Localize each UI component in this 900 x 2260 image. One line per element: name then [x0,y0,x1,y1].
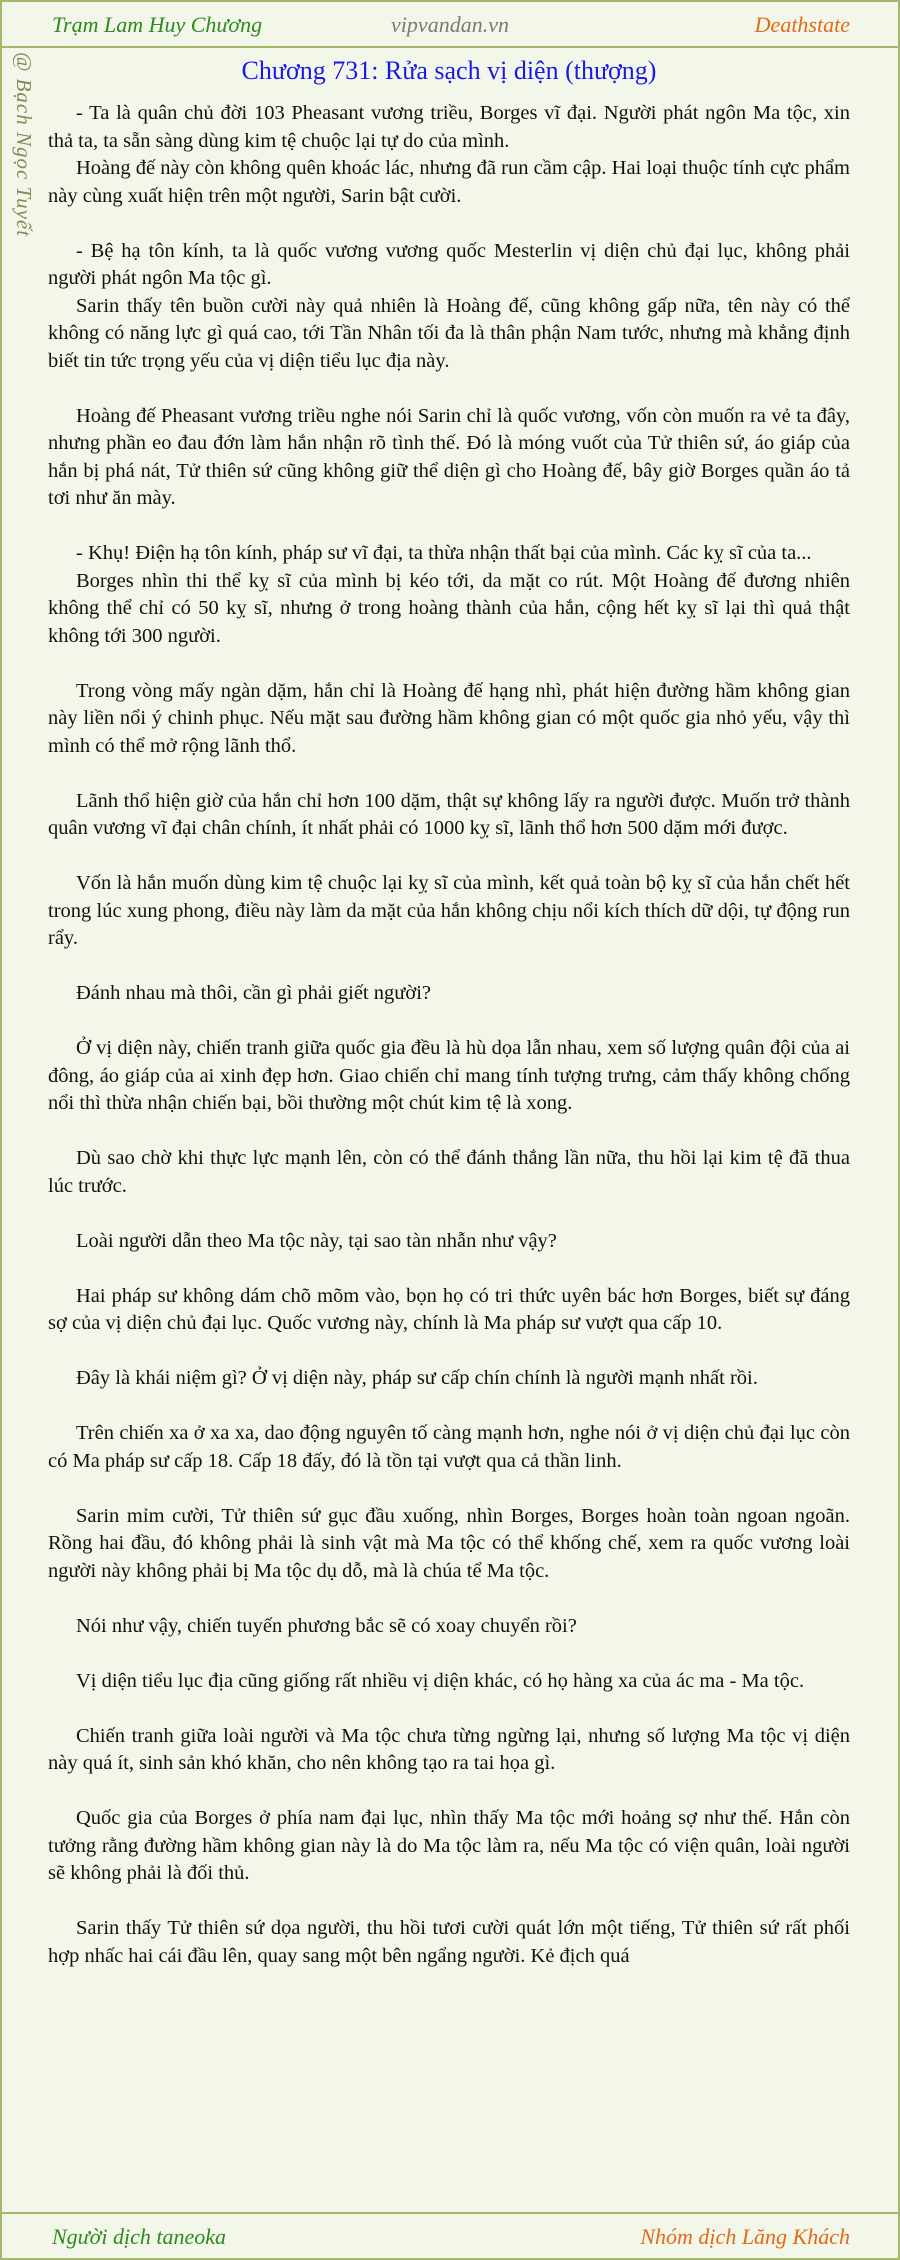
paragraph: Quốc gia của Borges ở phía nam đại lục, nhìn thấy Ma tộc mới hoảng sợ như thế. Hắn còn tưởng rằng đường hầm không gian này là do Ma tộc làm ra, nếu Ma tộc có viện quân, loài người sẽ không phải là đối thủ. [48,1807,850,1884]
header-website: vipvandan.vn [391,12,509,37]
header-site-name: Trạm Lam Huy Chương [52,12,263,37]
paragraph: - Bệ hạ tôn kính, ta là quốc vương vương quốc Mesterlin vị diện chủ đại lục, không phải người phát ngôn Ma tộc gì. [48,239,850,289]
paragraph: Trong vòng mấy ngàn dặm, hắn chỉ là Hoàng đế hạng nhì, phát hiện đường hầm không gian này liền nổi ý chinh phục. Nếu mặt sau đường hầm không gian có một quốc gia nhỏ yếu, vậy thì mình có thể mở rộng lãnh thổ. [48,679,850,757]
paragraph: Borges nhìn thi thể kỵ sĩ của mình bị kéo tới, da mặt co rút. Một Hoàng đế đương nhiên không thể chỉ có 50 kỵ sĩ, nhưng ở trong hoàng thành của hắn, cộng hết kỵ sĩ lại thì quả thật không tới 300 người. [48,569,850,647]
chapter-title: Chương 731: Rửa sạch vị diện (thượng) [241,56,657,85]
footer-translator: Người dịch taneoka [52,2224,227,2249]
paragraph: Vốn là hắn muốn dùng kim tệ chuộc lại kỵ sĩ của mình, kết quả toàn bộ kỵ sĩ của hắn chết hết trong lúc xung phong, điều này làm da mặt của hắn không chịu nổi kích thích dữ dội, tự động run rẩy. [48,872,850,949]
paragraph: Nói như vậy, chiến tuyến phương bắc sẽ có xoay chuyển rồi? [76,1614,577,1637]
paragraph: Ở vị diện này, chiến tranh giữa quốc gia đều là hù dọa lẫn nhau, xem số lượng quân đội của ai đông, áo giáp của ai xinh đẹp hơn. Giao chiến chỉ mang tính tượng trưng, cảm thấy không chống nổi thì thừa nhận chiến bại, bồi thường một chút kim tệ là xong. [48,1037,850,1114]
paragraph: Hoàng đế này còn không quên khoác lác, nhưng đã run cầm cập. Hai loại thuộc tính cực phẩm này cùng xuất hiện trên một người, Sarin bật cười. [48,157,850,207]
paragraph: Hai pháp sư không dám chõ mõm vào, bọn họ có tri thức uyên bác hơn Borges, biết sự đáng sợ của vị diện chủ đại lục. Quốc vương này, chính là Ma pháp sư vượt qua cấp 10. [48,1284,850,1334]
paragraph: Sarin thấy tên buồn cười này quả nhiên là Hoàng đế, cũng không gấp nữa, tên này có thể không có năng lực gì quá cao, tới Tần Nhân tối đa là thân phận Nam tước, nhưng mà khẳng định biết tin tức trọng yếu của vị diện tiểu lục địa này. [48,294,850,372]
footer-group: Nhóm dịch Lăng Khách [640,2224,850,2249]
paragraph: - Khụ! Điện hạ tôn kính, pháp sư vĩ đại, ta thừa nhận thất bại của mình. Các kỵ sĩ của ta... [76,542,812,564]
chapter-body [48,100,850,1970]
paragraph: Đánh nhau mà thôi, cần gì phải giết người? [76,982,431,1004]
chapter-content [48,50,850,2210]
paragraph: Vị diện tiểu lục địa cũng giống rất nhiều vị diện khác, có họ hàng xa của ác ma - Ma tộc. [76,1669,805,1692]
paragraph: Sarin thấy Tử thiên sứ dọa người, thu hồi tươi cười quát lớn một tiếng, Tử thiên sứ rất phối hợp nhấc hai cái đầu lên, quay sang một bên ngẩng người. Kẻ địch quá [48,1917,850,1967]
paragraph: Chiến tranh giữa loài người và Ma tộc chưa từng ngừng lại, nhưng số lượng Ma tộc vị diện này quá ít, sinh sản khó khăn, cho nên không tạo ra tai họa gì. [48,1724,850,1774]
paragraph: Dù sao chờ khi thực lực mạnh lên, còn có thể đánh thắng lần nữa, thu hồi lại kim tệ đã thua lúc trước. [48,1147,850,1197]
page-footer [2,2212,898,2258]
header-author: Deathstate [754,12,850,37]
paragraph: Loài người dẫn theo Ma tộc này, tại sao tàn nhẫn như vậy? [76,1229,557,1252]
paragraph: - Ta là quân chủ đời 103 Pheasant vương triều, Borges vĩ đại. Người phát ngôn Ma tộc, xin thả ta, ta sẵn sàng dùng kim tệ chuộc lại tự do của mình. [48,102,850,152]
paragraph: Hoàng đế Pheasant vương triều nghe nói Sarin chỉ là quốc vương, vốn còn muốn ra vẻ ta đây, nhưng phần eo đau đớn làm hắn nhận rõ tình thế. Đó là móng vuốt của Tử thiên sứ, áo giáp của hắn bị phá nát, Tử thiên sứ cũng không giữ thể diện gì cho Hoàng đế, bây giờ Borges quần áo tả tơi như ăn mày. [48,404,850,509]
paragraph: Lãnh thổ hiện giờ của hắn chỉ hơn 100 dặm, thật sự không lấy ra người được. Muốn trở thành quân vương vĩ đại chân chính, ít nhất phải có 1000 kỵ sĩ, lãnh thổ hơn 500 dặm mới được. [48,789,850,839]
page-header [2,2,898,48]
paragraph: Trên chiến xa ở xa xa, dao động nguyên tố càng mạnh hơn, nghe nói ở vị diện chủ đại lục còn có Ma pháp sư cấp 18. Cấp 18 đấy, đó là tồn tại vượt qua cả thần linh. [48,1422,850,1472]
paragraph: Đây là khái niệm gì? Ở vị diện này, pháp sư cấp chín chính là người mạnh nhất rồi. [76,1367,758,1389]
paragraph: Sarin mỉm cười, Tử thiên sứ gục đầu xuống, nhìn Borges, Borges hoàn toàn ngoan ngoãn. Rồng hai đầu, đó không phải là sinh vật mà Ma tộc có thể khống chế, xem ra quốc vương loài người này không phải bị Ma tộc dụ dỗ, mà là chúa tể Ma tộc. [48,1504,850,1582]
side-watermark: @ Bạch Ngọc Tuyết [12,52,36,238]
